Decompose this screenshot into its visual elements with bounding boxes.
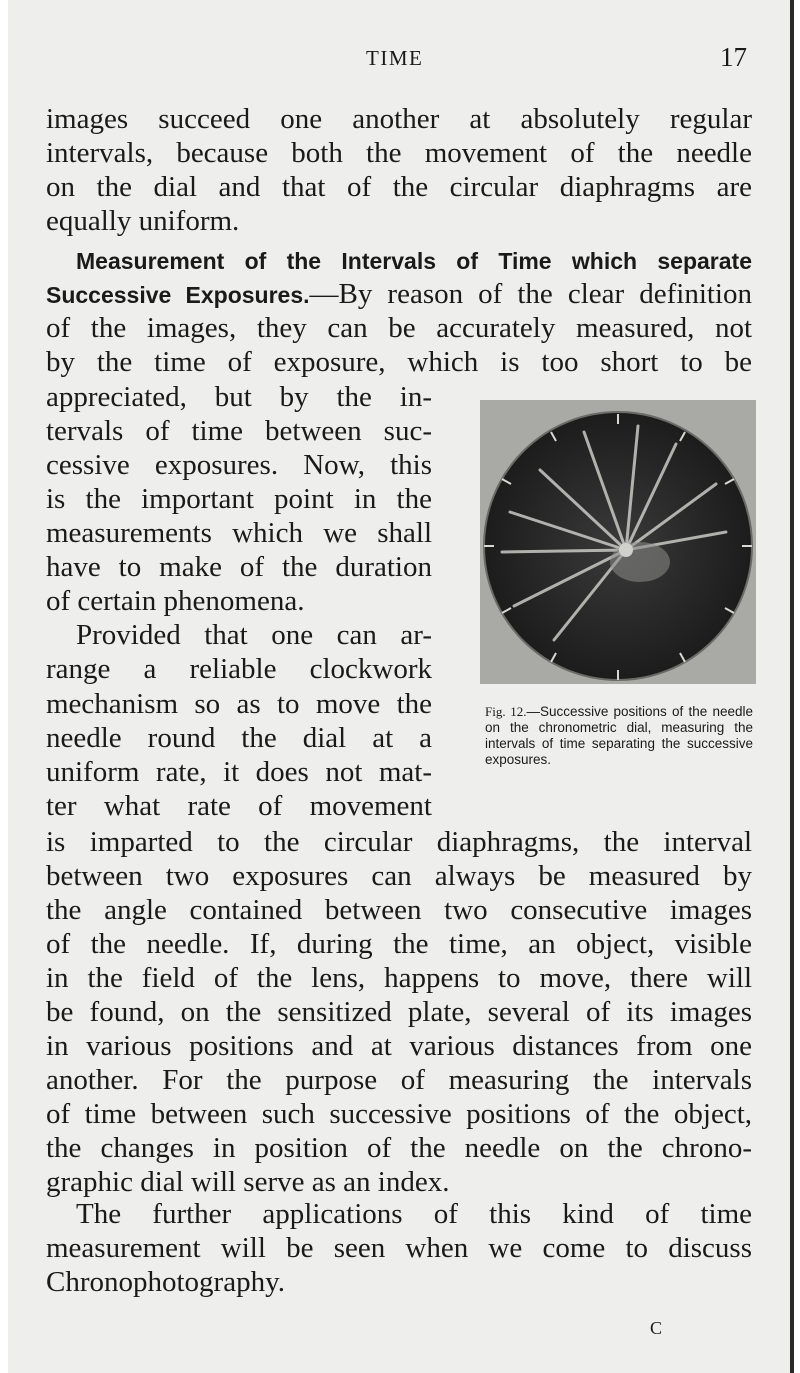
wrap-line: ter what rate of movement (46, 790, 432, 822)
wrap-line: measurements which we shall (46, 517, 432, 549)
wrap-line: of certain phenomena. (46, 585, 305, 617)
figure-label: Fig. 12. (485, 704, 527, 719)
wrap-line: mechanism so as to move the (46, 688, 432, 720)
running-title: TIME (366, 46, 424, 70)
section-heading-line1: Measurement of the Intervals of Time which separate (76, 248, 752, 274)
page-header (8, 42, 794, 76)
body-line: Chronophotography. (46, 1266, 285, 1298)
body-line: images succeed one another at absolutely regular (46, 103, 752, 135)
wrap-line: range a reliable clockwork (46, 653, 432, 685)
body-line: by the time of exposure, which is too short to be (46, 346, 752, 378)
body-line: is imparted to the circular diaphragms, the interval (46, 826, 752, 858)
body-line: equally uniform. (46, 205, 240, 237)
wrap-line: tervals of time between suc- (46, 415, 432, 447)
body-line: intervals, because both the movement of the needle (46, 137, 752, 169)
body-line: on the dial and that of the circular diaphragms are (46, 171, 752, 203)
figure-caption-text: —Successive positions of the needle on the chronometric dial, measuring the intervals of time separating the successive exposures. (485, 704, 753, 767)
body-line: graphic dial will serve as an index. (46, 1166, 450, 1198)
body-line: of time between such successive positions of the object, (46, 1098, 752, 1130)
body-line: of the needle. If, during the time, an object, visible (46, 928, 752, 960)
section-heading-rest: —By reason of the clear definition (309, 278, 752, 310)
chronometric-dial-photo (480, 400, 756, 684)
body-line: another. For the purpose of measuring the intervals (46, 1064, 752, 1096)
wrap-line: cessive exposures. Now, this (46, 449, 432, 481)
signature-mark: C (650, 1318, 663, 1338)
body-line: the changes in position of the needle on the chrono- (46, 1132, 752, 1164)
wrap-line: have to make of the duration (46, 551, 432, 583)
wrap-line: Provided that one can ar- (76, 619, 432, 651)
body-line: the angle contained between two consecutive images (46, 894, 752, 926)
wrap-line: is the important point in the (46, 483, 432, 515)
body-line: measurement will be seen when we come to discuss (46, 1232, 752, 1264)
page-number: 17 (720, 42, 747, 72)
section-heading-line2 (46, 278, 752, 312)
book-page (8, 0, 794, 1373)
body-line: in various positions and at various distances from one (46, 1030, 752, 1062)
section-heading-bold: Successive Exposures. (46, 282, 310, 308)
body-line: The further applications of this kind of time (76, 1198, 752, 1230)
figure-caption (485, 704, 753, 768)
body-line: be found, on the sensitized plate, several of its images (46, 996, 752, 1028)
wrap-line: appreciated, but by the in- (46, 381, 432, 413)
body-line: of the images, they can be accurately measured, not (46, 312, 752, 344)
body-line: between two exposures can always be measured by (46, 860, 752, 892)
body-line: in the field of the lens, happens to move, there will (46, 962, 752, 994)
wrap-line: uniform rate, it does not mat- (46, 756, 432, 788)
wrap-line: needle round the dial at a (46, 722, 432, 754)
section-heading (76, 244, 752, 278)
